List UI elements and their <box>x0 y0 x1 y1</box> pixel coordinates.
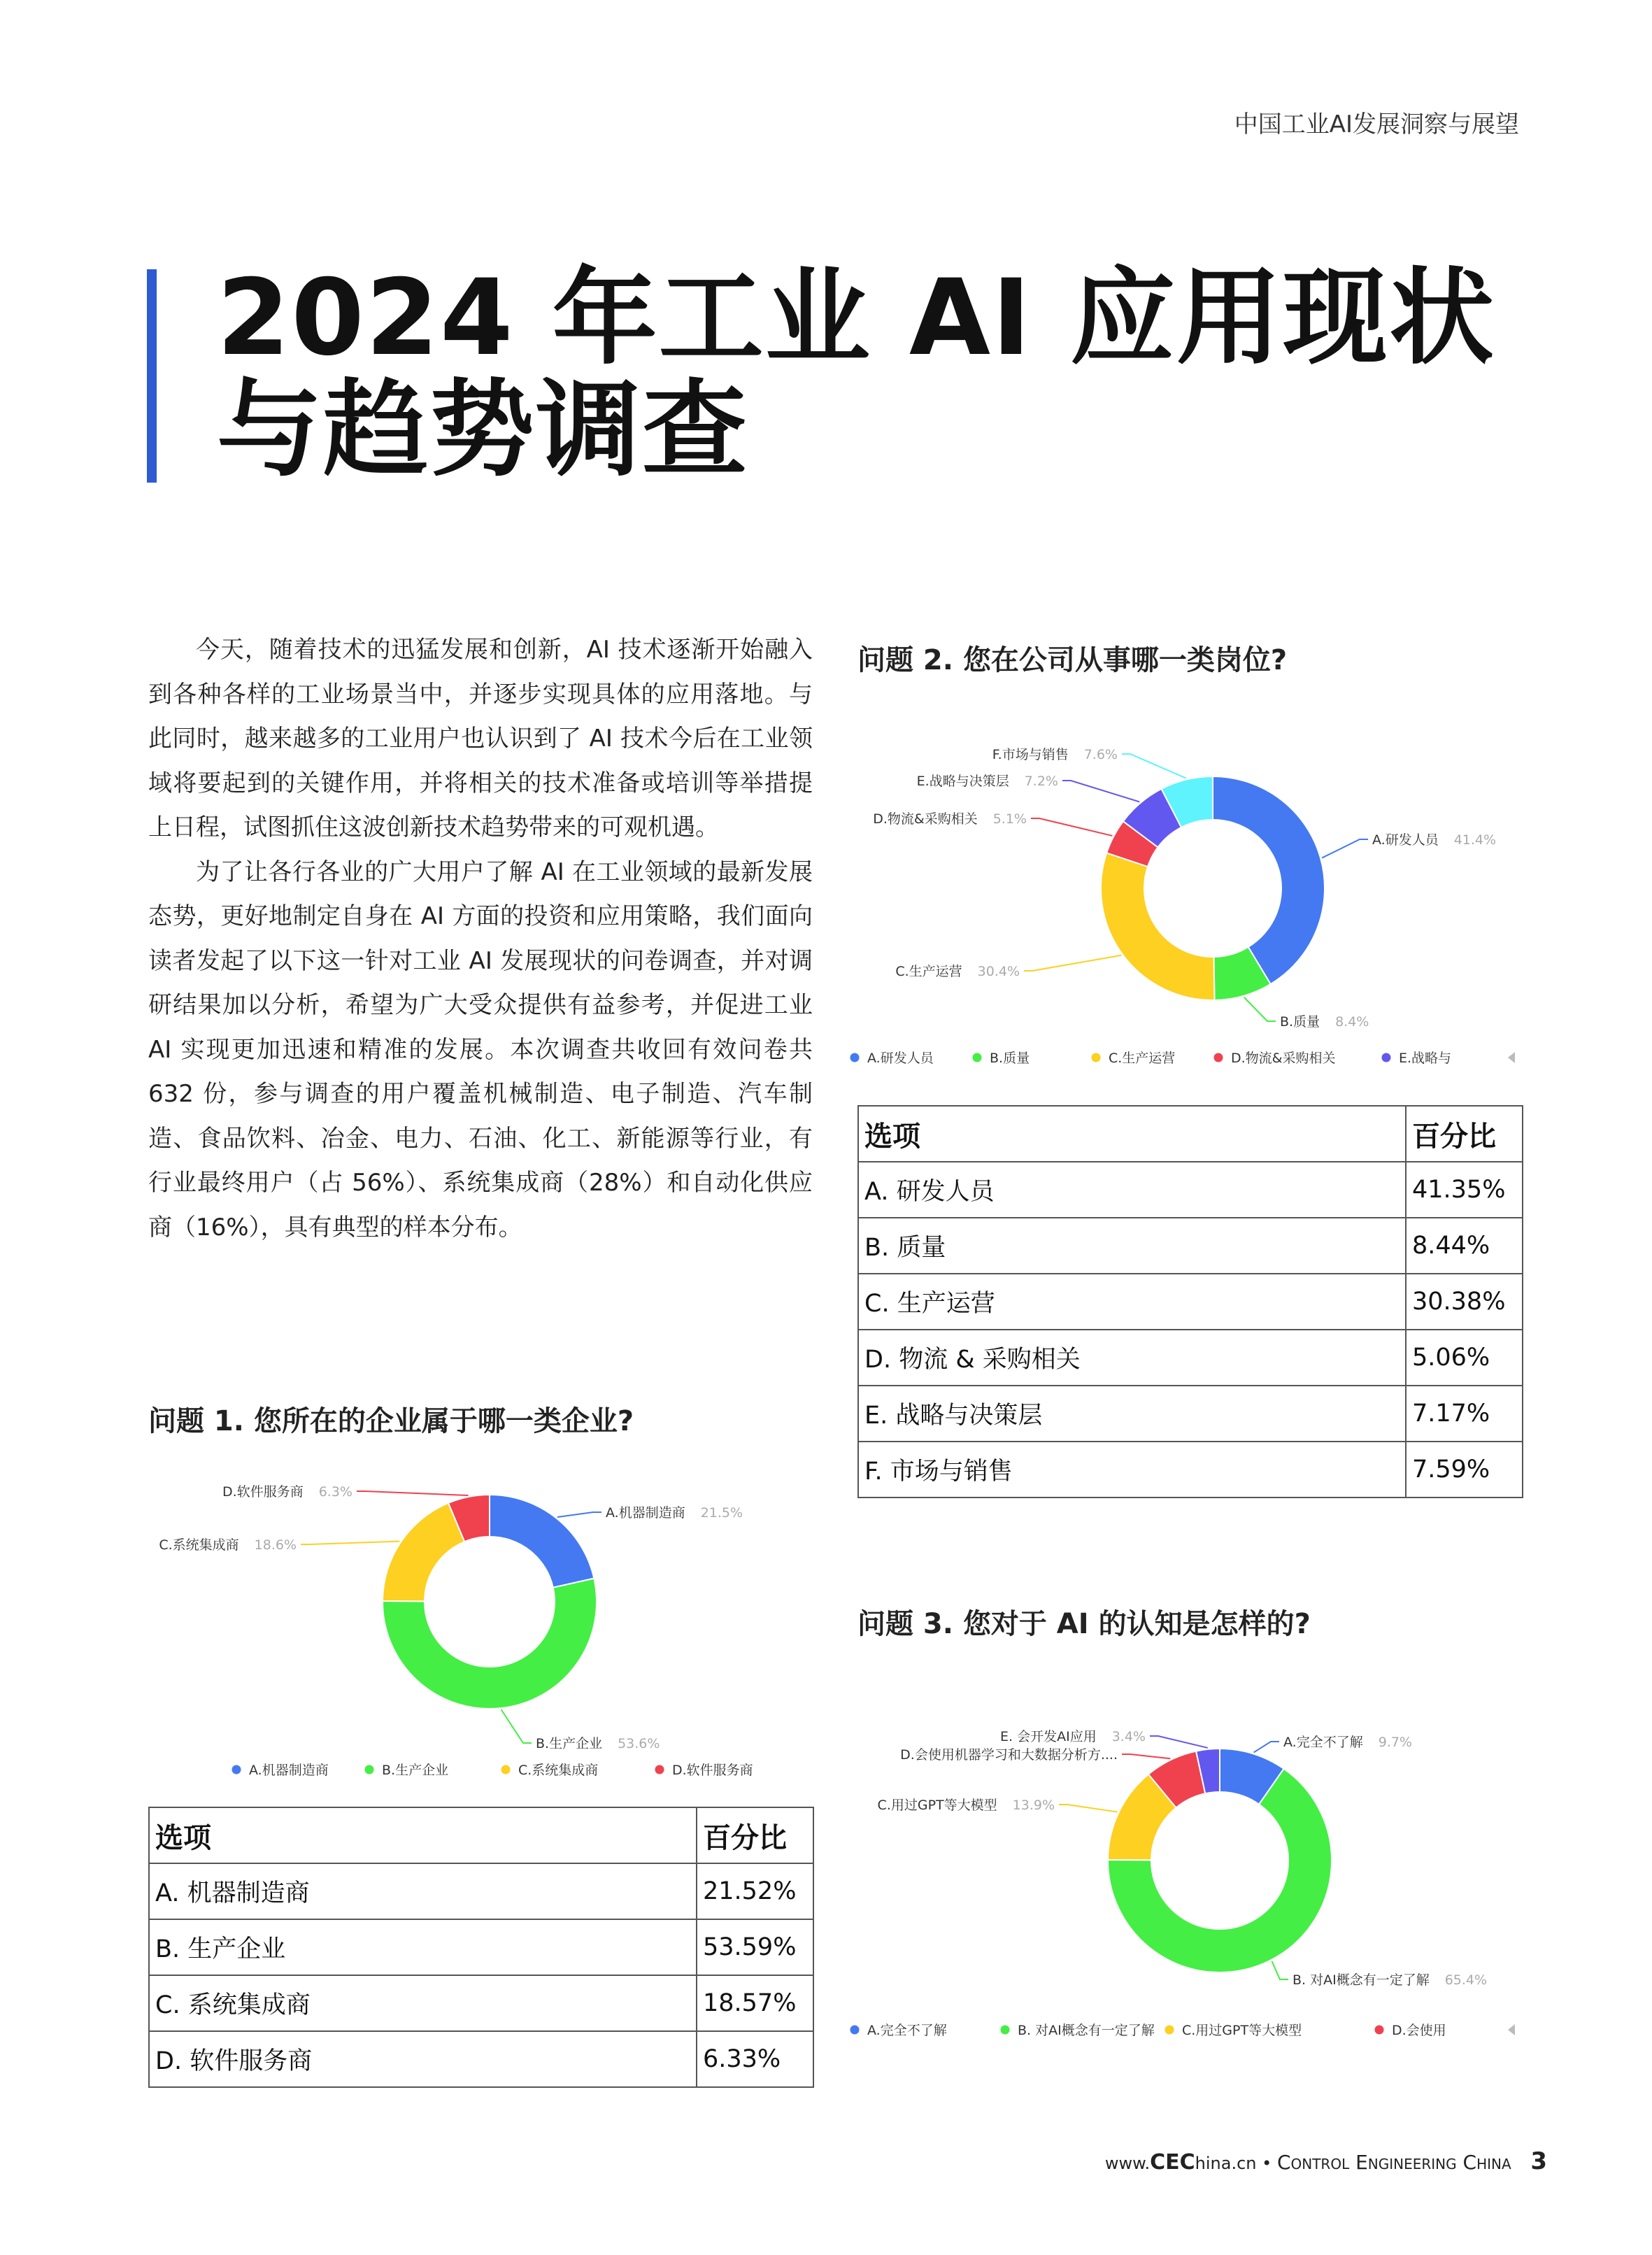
footer-site-prefix: www. <box>1104 2154 1151 2173</box>
leader-line <box>1024 955 1121 971</box>
pie-slice <box>490 1495 594 1588</box>
legend-dot <box>501 1765 511 1774</box>
intro-paragraph-2: 为了让各行各业的广大用户了解 AI 在工业领域的最新发展态势，更好地制定自身在 AI 方面的投资和应用策略，我们面向读者发起了以下这一针对工业 AI 发展现状的问卷调查，并对调研结果加以分析，希望为广大受众提供有益参考，并促进工业 AI 实现更加迅速和精准的发展。本次调查共收回有效问卷共 632 份，参与调查的用户覆盖机械制造、电子制造、汽车制造、食品饮料、冶金、电力、石油、化工、新能源等行业，有行业最终用户（占 56%）、系统集成商（28%）和自动化供应商（16%），具有典型的样本分布。 <box>148 858 813 1242</box>
article-title <box>217 257 1496 491</box>
legend-label: B. 对AI概念有一定了解 <box>1018 2023 1155 2038</box>
slice-label: A.机器制造商 21.5% <box>606 1505 743 1521</box>
pie-slice <box>1101 853 1215 1000</box>
q2-donut-chart <box>849 741 1528 1077</box>
article-title-line-2: 与趋势调查 <box>217 369 749 491</box>
page-number: 3 <box>1530 2147 1547 2175</box>
table-row <box>858 1442 1523 1498</box>
option-cell: A. 机器制造商 <box>149 1863 697 1919</box>
running-header: 中国工业AI发展洞察与展望 <box>1234 111 1519 138</box>
option-cell: E. 战略与决策层 <box>858 1386 1406 1442</box>
legend-dot <box>655 1765 664 1774</box>
page-footer <box>1105 2147 1547 2175</box>
option-cell: B. 质量 <box>858 1218 1406 1274</box>
slice-label: C.系统集成商 18.6% <box>159 1537 297 1553</box>
q2-table <box>857 1105 1523 1498</box>
table-row <box>858 1218 1523 1274</box>
leader-line <box>1031 818 1112 836</box>
option-cell: B. 生产企业 <box>149 1919 697 1975</box>
q2-header-option: 选项 <box>858 1106 1406 1162</box>
legend-label: C.生产运营 <box>1109 1051 1176 1066</box>
footer-bullet: • <box>1262 2154 1272 2173</box>
pie-slice <box>383 1503 464 1602</box>
article-title-line-1: 2024 年工业 AI 应用现状 <box>217 257 1496 379</box>
legend-scroll-arrow-icon <box>1508 1052 1515 1063</box>
legend-dot <box>850 1053 860 1062</box>
percent-cell: 5.06% <box>1406 1330 1523 1386</box>
slice-label: F.市场与销售 7.6% <box>992 747 1118 762</box>
footer-magazine: Control Engineering China <box>1276 2151 1511 2174</box>
option-cell: A. 研发人员 <box>858 1162 1406 1218</box>
legend-label: C.系统集成商 <box>518 1763 599 1778</box>
slice-label: D.物流&采购相关 5.1% <box>873 811 1027 827</box>
q1-table <box>148 1807 814 2088</box>
legend-label: A.机器制造商 <box>249 1763 329 1778</box>
legend-label: C.用过GPT等大模型 <box>1182 2023 1302 2038</box>
table-row <box>858 1274 1523 1330</box>
table-row <box>149 1863 813 1919</box>
slice-label: B.生产企业 53.6% <box>536 1736 660 1751</box>
leader-line <box>1122 1754 1170 1758</box>
q2-table-header-row <box>858 1106 1523 1162</box>
legend-dot <box>850 2026 860 2035</box>
table-row <box>858 1386 1523 1442</box>
legend-dot <box>973 1053 982 1062</box>
leader-line <box>1254 1742 1279 1752</box>
intro-paragraph-1: 今天，随着技术的迅猛发展和创新，AI 技术逐渐开始融入到各种各样的工业场景当中，并逐步实现具体的应用落地。与此同时，越来越多的工业用户也认识到了 AI 技术今后在工业领域将要起到的关键作用，并将相关的技术准备或培训等举措提上日程，试图抓住这波创新技术趋势带来的可观机遇。 <box>148 636 813 841</box>
leader-line <box>301 1542 399 1544</box>
option-cell: D. 物流 & 采购相关 <box>858 1330 1406 1386</box>
table-row <box>149 2031 813 2087</box>
legend-dot <box>1214 1053 1223 1062</box>
table-row <box>858 1330 1523 1386</box>
leader-line <box>1122 754 1186 778</box>
q2-header-percent: 百分比 <box>1406 1106 1523 1162</box>
leader-line <box>557 1512 601 1517</box>
legend-label: D.物流&采购相关 <box>1231 1051 1336 1066</box>
slice-label: A.完全不了解 9.7% <box>1283 1735 1412 1750</box>
footer-site-brand: CEC <box>1150 2150 1195 2175</box>
leader-line <box>1244 997 1276 1021</box>
legend-label: B.生产企业 <box>382 1763 449 1778</box>
leader-line <box>501 1709 532 1743</box>
leader-line <box>1322 839 1368 858</box>
legend-dot <box>1001 2026 1010 2035</box>
legend-dot <box>1375 2026 1384 2035</box>
intro-text <box>148 628 813 1250</box>
q2-title: 问题 2. 您在公司从事哪一类岗位? <box>857 644 1288 676</box>
table-row <box>149 1975 813 2031</box>
legend-label: A.研发人员 <box>867 1051 934 1066</box>
slice-label: D.软件服务商 6.3% <box>222 1484 353 1500</box>
percent-cell: 30.38% <box>1406 1274 1523 1330</box>
percent-cell: 41.35% <box>1406 1162 1523 1218</box>
table-row <box>858 1162 1523 1218</box>
q3-title: 问题 3. 您对于 AI 的认知是怎样的? <box>857 1608 1311 1640</box>
slice-label: B.质量 8.4% <box>1280 1014 1369 1030</box>
legend-dot <box>1165 2026 1174 2035</box>
percent-cell: 7.59% <box>1406 1442 1523 1498</box>
option-cell: C. 系统集成商 <box>149 1975 697 2031</box>
table-row <box>149 1919 813 1975</box>
legend-label: D.会使用 <box>1392 2023 1446 2038</box>
legend-scroll-arrow-icon <box>1508 2024 1515 2035</box>
q3-donut-chart <box>849 1714 1528 2049</box>
slice-label: E.战略与决策层 7.2% <box>916 774 1058 789</box>
percent-cell: 18.57% <box>697 1975 813 2031</box>
legend-dot <box>232 1765 241 1774</box>
q1-donut-chart <box>140 1462 811 1791</box>
leader-line <box>1062 781 1139 802</box>
legend-label: A.完全不了解 <box>867 2023 947 2038</box>
slice-label: B. 对AI概念有一定了解 65.4% <box>1293 1972 1488 1988</box>
leader-line <box>1059 1805 1118 1812</box>
slice-label: D.会使用机器学习和大数据分析方.... <box>900 1747 1118 1763</box>
percent-cell: 6.33% <box>697 2031 813 2087</box>
legend-label: D.软件服务商 <box>672 1763 753 1778</box>
legend-label: E.战略与 <box>1399 1051 1452 1066</box>
leader-line <box>357 1491 469 1495</box>
leader-line <box>1150 1736 1208 1748</box>
percent-cell: 53.59% <box>697 1919 813 1975</box>
footer-site-suffix: hina.cn <box>1195 2154 1257 2173</box>
q1-header-percent: 百分比 <box>697 1807 813 1863</box>
legend-dot <box>1092 1053 1101 1062</box>
legend-dot <box>365 1765 374 1774</box>
legend-label: B.质量 <box>990 1051 1030 1066</box>
option-cell: F. 市场与销售 <box>858 1442 1406 1498</box>
slice-label: A.研发人员 41.4% <box>1372 832 1497 848</box>
slice-label: E. 会开发AI应用 3.4% <box>1000 1729 1146 1744</box>
slice-label: C.用过GPT等大模型 13.9% <box>877 1798 1055 1813</box>
q1-header-option: 选项 <box>149 1807 697 1863</box>
q1-table-header-row <box>149 1807 813 1863</box>
title-accent-bar <box>147 269 157 483</box>
option-cell: D. 软件服务商 <box>149 2031 697 2087</box>
q1-title: 问题 1. 您所在的企业属于哪一类企业? <box>148 1405 634 1437</box>
slice-label: C.生产运营 30.4% <box>895 964 1020 979</box>
percent-cell: 8.44% <box>1406 1218 1523 1274</box>
leader-line <box>1272 1961 1288 1979</box>
legend-dot <box>1382 1053 1391 1062</box>
percent-cell: 21.52% <box>697 1863 813 1919</box>
percent-cell: 7.17% <box>1406 1386 1523 1442</box>
pie-slice <box>1213 776 1325 984</box>
option-cell: C. 生产运营 <box>858 1274 1406 1330</box>
